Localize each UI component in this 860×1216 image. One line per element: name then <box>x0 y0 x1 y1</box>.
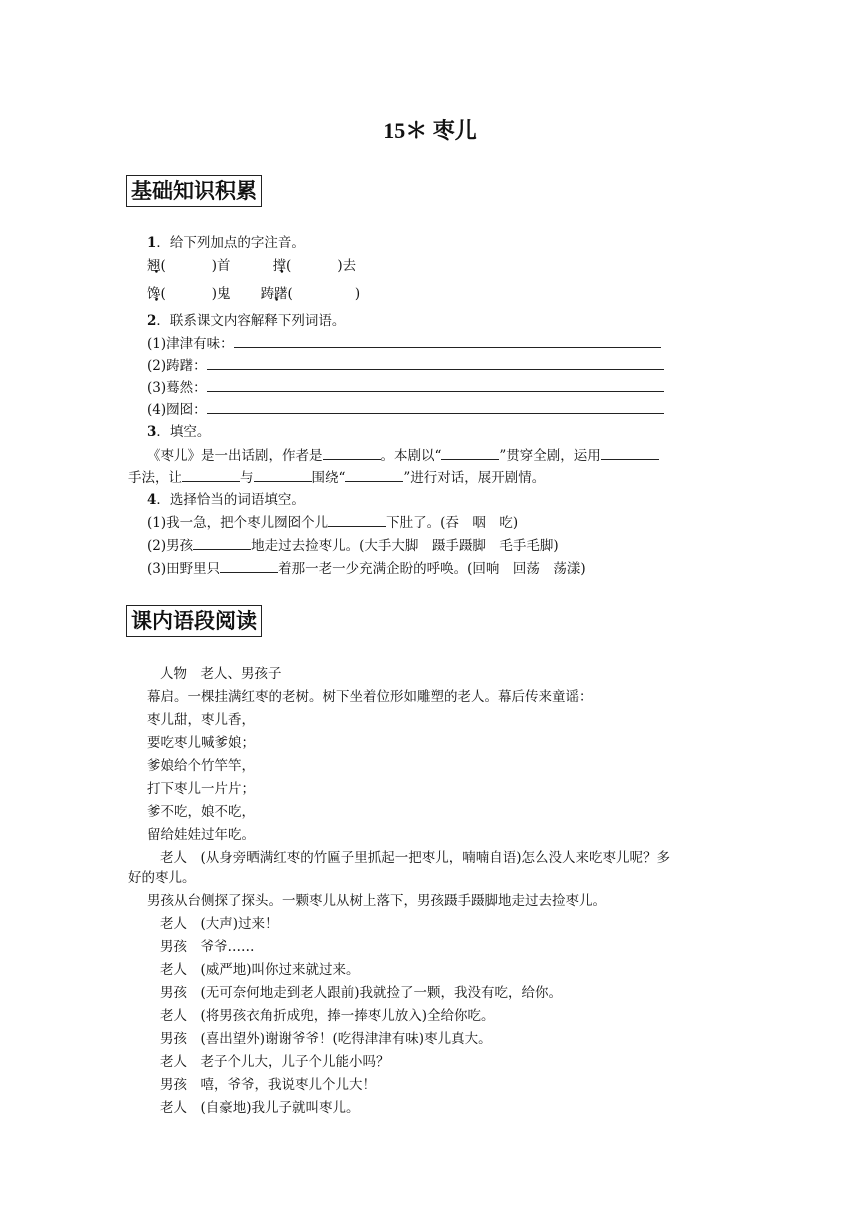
reading-line: 爹娘给个竹竿竿， <box>147 758 255 774</box>
reading-line: 男孩 (喜出望外)谢谢爷爷！(吃得津津有味)枣儿真大。 <box>160 1031 492 1047</box>
q2-item-4: (4)囫囵： <box>147 399 767 421</box>
reading-line: 男孩 爷爷…… <box>160 939 255 955</box>
reading-line: 男孩 嘻，爷爷，我说枣儿个儿大！ <box>160 1077 376 1093</box>
question-1: 1．给下列加点的字注音。 <box>147 235 305 251</box>
question-2: 2．联系课文内容解释下列词语。 <box>147 313 346 329</box>
reading-line: 男孩从台侧探了探头。一颗枣儿从树上落下，男孩蹑手蹑脚地走过去捡枣儿。 <box>147 893 606 909</box>
reading-line: 老人 (将男孩衣角折成兜，捧一捧枣儿放入)全给你吃。 <box>160 1008 495 1024</box>
reading-line: 老人 (自豪地)我儿子就叫枣儿。 <box>160 1100 360 1116</box>
page-title: 15＊ 枣儿 <box>383 118 477 143</box>
q3-line-2: 手法，让 与 围绕“ ”进行对话，展开剧情。 <box>128 467 748 489</box>
reading-line: 人物 老人、男孩子 <box>160 666 282 682</box>
question-3: 3．填空。 <box>147 424 211 440</box>
q1-row-2: 馋( • )鬼 踌躇( • ) <box>147 283 767 305</box>
reading-line: 老人 老子个儿大，儿子个儿能小吗？ <box>160 1054 390 1070</box>
reading-line: 枣儿甜，枣儿香， <box>147 712 255 728</box>
q2-item-1: (1)津津有味： <box>147 333 767 355</box>
q4-item-3: (3)田野里只 着那一老一少充满企盼的呼唤。(回响 回荡 荡漾) <box>147 558 767 580</box>
q3-line-1: 《枣儿》是一出话剧，作者是 。本剧以“ ”贯穿全剧，运用 <box>147 445 767 467</box>
reading-line: 幕启。一棵挂满红枣的老树。树下坐着位形如雕塑的老人。幕后传来童谣： <box>147 689 593 705</box>
reading-line: 留给娃娃过年吃。 <box>147 827 255 843</box>
question-4: 4．选择恰当的词语填空。 <box>147 492 305 508</box>
q4-item-1: (1)我一急，把个枣儿囫囵个儿 下肚了。(吞 咽 吃) <box>147 512 767 534</box>
q2-item-3: (3)蓦然： <box>147 377 767 399</box>
reading-line: 老人 (大声)过来！ <box>160 916 279 932</box>
reading-line: 老人 (威严地)叫你过来就过来。 <box>160 962 360 978</box>
q1-row-1: 翘( • )首 撑( • )去 <box>147 255 767 277</box>
reading-line: 老人 (从身旁晒满红枣的竹匾子里抓起一把枣儿，喃喃自语)怎么没人来吃枣儿呢？多 <box>160 850 671 866</box>
q2-item-2: (2)踌躇： <box>147 355 767 377</box>
reading-line: 男孩 (无可奈何地走到老人跟前)我就捡了一颗，我没有吃，给你。 <box>160 985 563 1001</box>
q4-item-2: (2)男孩 地走过去捡枣儿。(大手大脚 蹑手蹑脚 毛手毛脚) <box>147 535 767 557</box>
reading-line: 打下枣儿一片片； <box>147 781 255 797</box>
reading-line: 好的枣儿。 <box>128 870 196 886</box>
reading-line: 爹不吃，娘不吃， <box>147 804 255 820</box>
section-heading-reading: 课内语段阅读 <box>126 605 262 637</box>
reading-line: 要吃枣儿喊爹娘； <box>147 735 255 751</box>
section-heading-basics: 基础知识积累 <box>126 175 262 207</box>
